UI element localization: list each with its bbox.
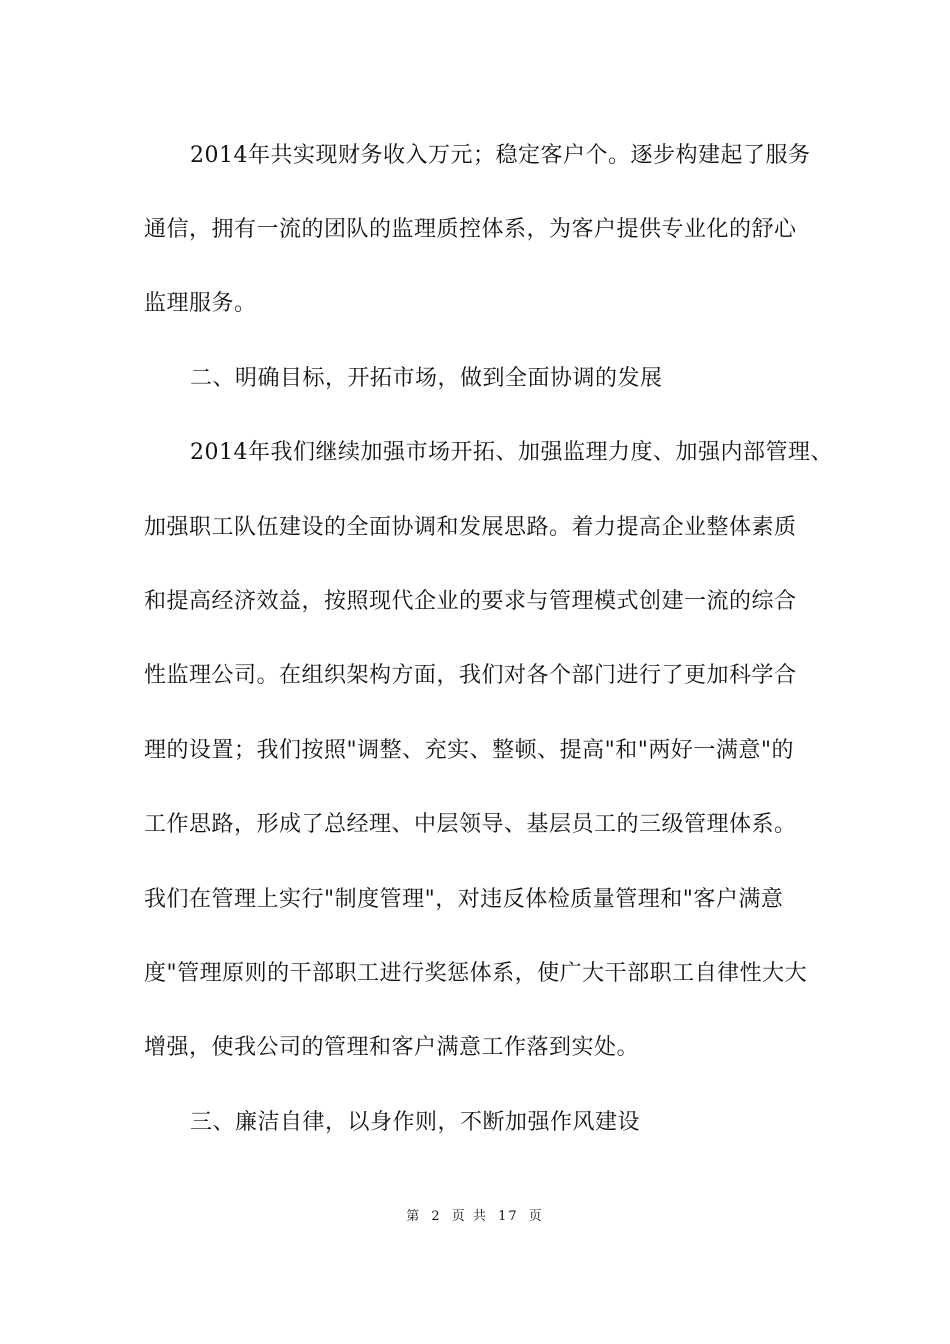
paragraph-line: 理的设置；我们按照"调整、充实、整顿、提高"和"两好一满意"的 xyxy=(144,738,794,763)
paragraph-line: 通信，拥有一流的团队的监理质控体系，为客户提供专业化的舒心 xyxy=(144,217,797,242)
paragraph-line: 监理服务。 xyxy=(144,291,257,316)
page-footer xyxy=(0,1207,950,1227)
paragraph-line: 加强职工队伍建设的全面协调和发展思路。着力提高企业整体素质 xyxy=(144,515,797,540)
section-heading: 三、廉洁自律，以身作则，不断加强作风建设 xyxy=(190,1110,641,1135)
footer-total-pages: 17 xyxy=(498,1209,519,1224)
footer-middle: 页 共 xyxy=(451,1209,488,1224)
footer-current-page: 2 xyxy=(431,1209,442,1224)
section-heading: 二、明确目标，开拓市场，做到全面协调的发展 xyxy=(190,366,663,391)
footer-suffix: 页 xyxy=(528,1209,544,1224)
paragraph-line: 我们在管理上实行"制度管理"，对违反体检质量管理和"客户满意 xyxy=(144,887,784,912)
footer-prefix: 第 xyxy=(406,1209,422,1224)
paragraph-line: 工作思路，形成了总经理、中层领导、基层员工的三级管理体系。 xyxy=(144,812,797,837)
paragraph-line: 度"管理原则的干部职工进行奖惩体系，使广大干部职工自律性大大 xyxy=(144,961,808,986)
paragraph-line: 增强，使我公司的管理和客户满意工作落到实处。 xyxy=(144,1035,640,1060)
paragraph-line: 和提高经济效益，按照现代企业的要求与管理模式创建一流的综合 xyxy=(144,589,797,614)
paragraph-line: 2014年我们继续加强市场开拓、加强监理力度、加强内部管理、 xyxy=(190,440,833,465)
paragraph-line: 2014年共实现财务收入万元；稳定客户个。逐步构建起了服务 xyxy=(190,143,811,168)
paragraph-line: 性监理公司。在组织架构方面，我们对各个部门进行了更加科学合 xyxy=(144,663,797,688)
